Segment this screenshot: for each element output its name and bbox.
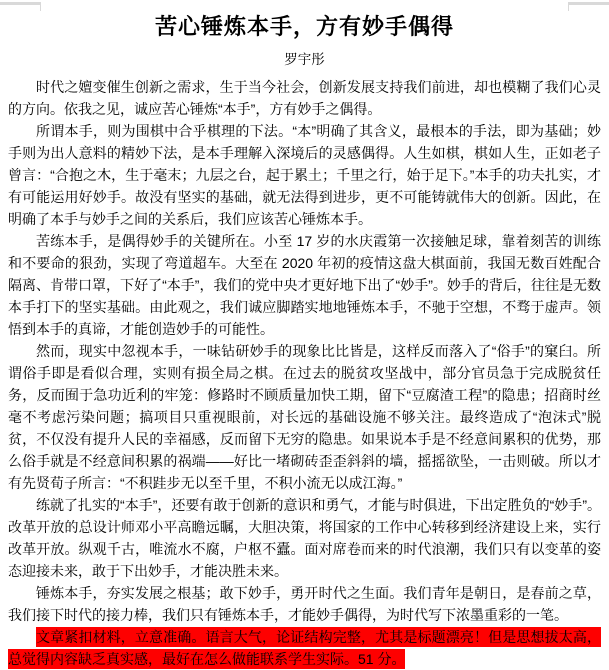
page-margin-mark-top-right (568, 2, 609, 11)
teacher-comment (8, 626, 601, 670)
essay-paragraph-definition: 所谓本手，则为围棋中合乎棋理的下法。“本”明确了其含义，最根本的手法，即为基础；妙手则为出人意料的精妙下法，是本手理解入深境后的灵感偶得。人生如棋，棋如人生，正如老子曾言：“合抱之木，生于毫末；九层之台，起于累土；千里之行，始于足下。”本手的功夫扎实，才有可能运用好妙手。故没有坚实的基础，就无法得到进步，更不可能铸就伟大的创新。因此，在明确了本手与妙手之间的关系后，我们应该苦心锤炼本手。 (8, 123, 601, 227)
essay-paragraph-innovation: 练就了扎实的“本手”，还要有敢于创新的意识和勇气，才能与时俱进，下出定胜负的“妙手”。改革开放的总设计师邓小平高瞻远瞩，大胆决策，将国家的工作中心转移到经济建设上来，实行改革开放。纵观千古，唯流水不腐，户枢不蠹。面对席卷而来的时代浪潮，我们只有以变革的姿态迎接未来，敢于下出妙手，才能决胜未来。 (8, 497, 601, 579)
essay-paragraph-counterexample: 然而，现实中忽视本手，一味钻研妙手的现象比比皆是，这样反而落入了“俗手”的窠臼。所谓俗手即是看似合理，实则有损全局之棋。在过去的脱贫攻坚战中，部分官员急于完成脱贫任务，反而囿于急功近利的牢笼：修路时不顾质量加快工期，留下“豆腐渣工程”的隐患；招商时丝毫不考虑污染问题；搞项目只重视眼前，对长远的基础设施不够关注。最终造成了“泡沫式”脱贫，不仅没有提升人民的幸福感，反而留下无穷的隐患。如果说本手是不经意间累积的优势，那么俗手就是不经意间积累的祸端——好比一堵砌砖歪歪斜斜的墙，摇摇欲坠，一击则破。所以才有先贤荀子所言：“不积跬步无以至千里，不积小流无以成江海。” (8, 343, 601, 491)
essay-paragraph-examples: 苦练本手，是偶得妙手的关键所在。小至 17 岁的水庆霞第一次接触足球，靠着刻苦的训练和不要命的狠劲，实现了弯道超车。大至在 2020 年初的疫情这盘大棋面前，我国无数百姓配合隔离、肯带口罩，下好了“本手”，我们的党中央才更好地下出了“妙手”。妙手的背后，往往是无数本手打下的坚实基础。由此观之，我们诚应脚踏实地地锤炼本手，不驰于空想，不骛于虚声。领悟到本手的真谛，才能创造妙手的可能性。 (8, 233, 601, 337)
essay-paragraph-intro: 时代之嬗变催生创新之需求，生于当今社会，创新发展支持我们前进，却也模糊了我们心灵的方向。依我之见，诚应苦心锤炼“本手”，方有妙手之偶得。 (8, 79, 601, 117)
essay-paragraph-conclusion: 锤炼本手，夯实发展之根基；敢下妙手，勇开时代之生面。我们青年是朝日，是春前之草，我们接下时代的接力棒，我们只有锤炼本手，才能妙手偶得，为时代写下浓墨重彩的一笔。 (8, 585, 601, 623)
essay-title: 苦心锤炼本手，方有妙手偶得 (154, 14, 454, 39)
teacher-comment-highlighted-text: 文章紧扣材料，立意准确。语言大气，论证结构完整，尤其是标题漂亮！但是思想拔太高，总觉得内容缺乏真实感，最好在怎么做能联系学生实际。51 分。 (8, 629, 601, 667)
essay-author: 罗宇彤 (284, 52, 325, 67)
page-margin-mark-top-left (0, 2, 41, 11)
